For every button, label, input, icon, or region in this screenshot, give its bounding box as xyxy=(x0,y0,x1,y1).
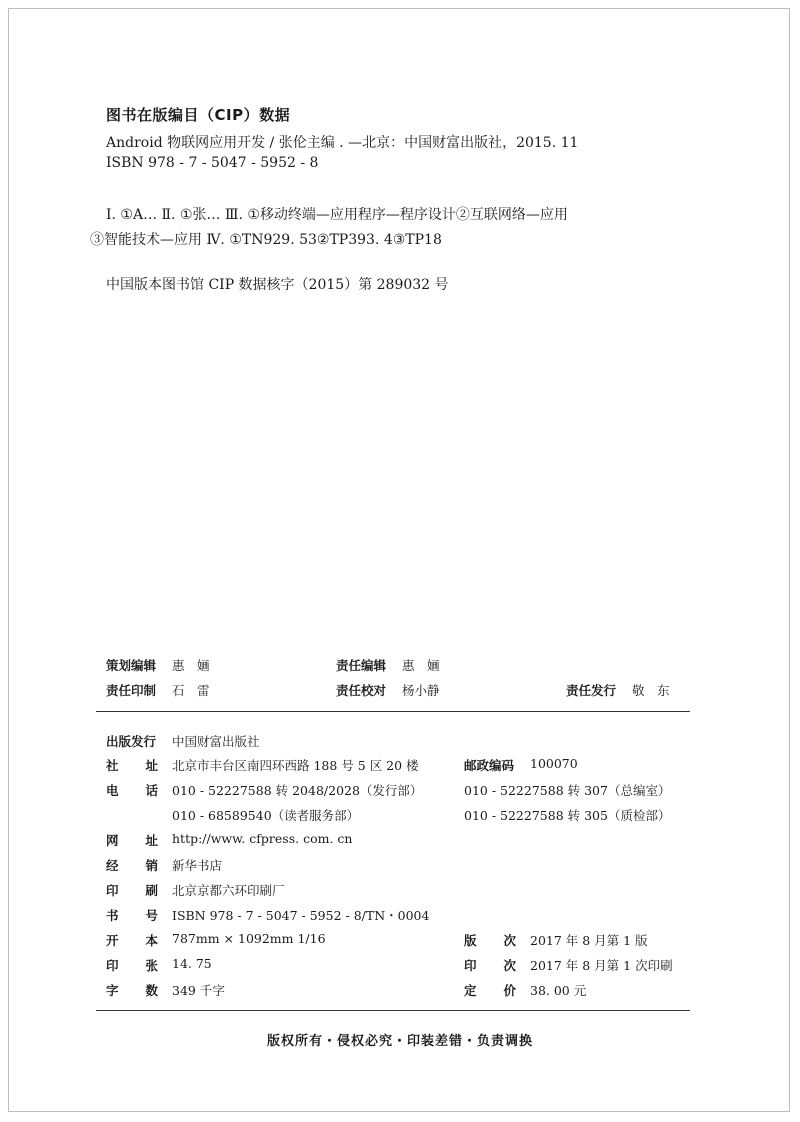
distribution-label: 责任发行 xyxy=(566,683,617,698)
address-value: 北京市丰台区南四环西路 188 号 5 区 20 楼 xyxy=(172,758,419,773)
planning-editor-value: 惠 婳 xyxy=(172,658,210,673)
isbn-label: 书 号 xyxy=(106,908,158,923)
website-label: 网 址 xyxy=(106,833,158,848)
phone-value-2: 010 - 52227588 转 307（总编室） xyxy=(464,783,671,798)
cip-title-line: Android 物联网应用开发 / 张伦主编 . —北京：中国财富出版社，2015. 11 xyxy=(106,135,579,151)
word-count-value: 349 千字 xyxy=(172,983,225,998)
publisher-value: 中国财富出版社 xyxy=(172,734,260,749)
postcode-value: 100070 xyxy=(530,756,578,771)
cip-library-record: 中国版本图书馆 CIP 数据核字（2015）第 289032 号 xyxy=(106,277,449,293)
word-count-label: 字 数 xyxy=(106,983,158,998)
phone-value-3: 010 - 68589540（读者服务部） xyxy=(172,808,360,823)
divider-bottom xyxy=(96,1010,690,1011)
price-value: 38. 00 元 xyxy=(530,983,587,998)
distribution-value: 敬 东 xyxy=(632,683,670,698)
phone-label: 电 话 xyxy=(106,783,158,798)
seller-value: 新华书店 xyxy=(172,858,223,873)
cip-classification-line-1: Ⅰ. ①A… Ⅱ. ①张… Ⅲ. ①移动终端—应用程序—程序设计②互联网络—应用 xyxy=(106,207,568,223)
format-label: 开 本 xyxy=(106,933,158,948)
print-supervisor-label: 责任印制 xyxy=(106,683,157,698)
phone-value-1: 010 - 52227588 转 2048/2028（发行部） xyxy=(172,783,423,798)
sheets-value: 14. 75 xyxy=(172,956,212,971)
edition-label: 版 次 xyxy=(464,933,516,948)
planning-editor-label: 策划编辑 xyxy=(106,658,157,673)
printing-value: 2017 年 8 月第 1 次印刷 xyxy=(530,958,673,973)
proofreader-label: 责任校对 xyxy=(336,683,387,698)
proofreader-value: 杨小静 xyxy=(402,683,440,698)
isbn-value: ISBN 978 - 7 - 5047 - 5952 - 8/TN・0004 xyxy=(172,908,430,923)
postcode-label: 邮政编码 xyxy=(464,758,515,773)
edition-value: 2017 年 8 月第 1 版 xyxy=(530,933,648,948)
sheets-label: 印 张 xyxy=(106,958,158,973)
copyright-slogan: 版权所有・侵权必究・印装差错・负责调换 xyxy=(266,1034,533,1049)
responsible-editor-value: 惠 婳 xyxy=(402,658,440,673)
address-label: 社 址 xyxy=(106,758,158,773)
responsible-editor-label: 责任编辑 xyxy=(336,658,387,673)
cip-classification-line-2: ③智能技术—应用 Ⅳ. ①TN929. 53②TP393. 4③TP18 xyxy=(90,232,442,248)
printer-label: 印 刷 xyxy=(106,883,158,898)
format-value: 787mm × 1092mm 1/16 xyxy=(172,931,326,946)
printing-label: 印 次 xyxy=(464,958,516,973)
phone-value-4: 010 - 52227588 转 305（质检部） xyxy=(464,808,671,823)
publisher-label: 出版发行 xyxy=(106,734,157,749)
printer-value: 北京京都六环印刷厂 xyxy=(172,883,285,898)
cip-isbn-line: ISBN 978 - 7 - 5047 - 5952 - 8 xyxy=(106,155,319,171)
cip-heading: 图书在版编目（CIP）数据 xyxy=(106,106,291,124)
price-label: 定 价 xyxy=(464,983,516,998)
website-value: http://www. cfpress. com. cn xyxy=(172,831,353,846)
print-supervisor-value: 石 雷 xyxy=(172,683,210,698)
seller-label: 经 销 xyxy=(106,858,158,873)
divider-top xyxy=(96,711,690,712)
